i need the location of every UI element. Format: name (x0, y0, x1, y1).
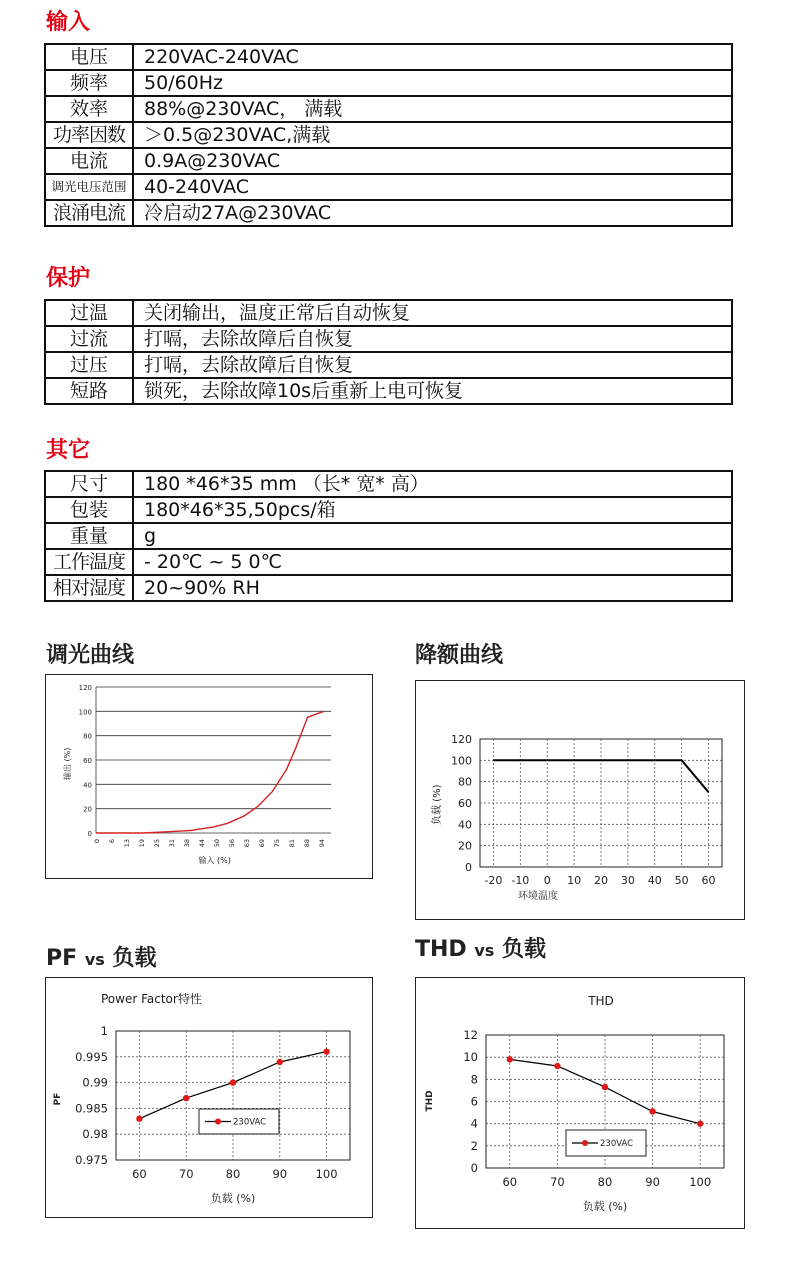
y-axis-label: PF (53, 1092, 63, 1106)
y-tick-label: 20 (458, 839, 472, 853)
y-tick-label: 80 (458, 775, 472, 789)
spec-key: 过流 (45, 326, 133, 352)
y-tick-label: 6 (470, 1094, 478, 1109)
x-axis-label: 环境温度 (518, 891, 558, 902)
thd-title-vs: vs (474, 941, 495, 960)
pf-chart (45, 977, 373, 1218)
x-tick-label: 80 (597, 1175, 613, 1189)
pf-data-point (323, 1048, 329, 1054)
y-tick-label: 4 (470, 1116, 478, 1131)
legend-label: 230VAC (600, 1139, 634, 1149)
x-tick-label: 50 (674, 874, 689, 887)
y-tick-label: 0.98 (82, 1127, 108, 1142)
y-tick-label: 0 (87, 830, 92, 838)
y-tick-label: 0.99 (82, 1075, 108, 1090)
pf-vs-load-title (46, 946, 156, 973)
x-tick-label: 10 (567, 874, 582, 887)
x-tick-label: 100 (315, 1167, 338, 1181)
dimming-curve-title: 调光曲线 (46, 643, 135, 668)
x-tick-label: 90 (272, 1167, 288, 1181)
spec-key: 短路 (45, 378, 133, 404)
y-tick-label: 60 (83, 757, 92, 765)
pf-title-load: 负载 (112, 946, 157, 971)
pf-data-point (183, 1095, 189, 1101)
x-tick-label: 0 (543, 874, 551, 887)
x-tick-label: 25 (153, 839, 161, 848)
dimming-chart-svg (46, 675, 372, 878)
spec-key: 工作温度 (45, 549, 133, 575)
legend-label: 230VAC (233, 1117, 267, 1128)
table-row (45, 378, 732, 404)
x-tick-label: 94 (318, 839, 326, 848)
y-tick-label: 0.975 (75, 1153, 108, 1167)
table-row (45, 96, 732, 122)
y-tick-label: 80 (83, 732, 92, 741)
x-tick-label: 20 (594, 874, 608, 887)
table-row (45, 174, 732, 200)
spec-key: 电压 (45, 44, 133, 70)
y-tick-label: 2 (470, 1138, 478, 1153)
thd-data-point (554, 1063, 560, 1069)
thd-title-load: 负载 (501, 937, 546, 962)
thd-data-point (649, 1108, 655, 1114)
y-tick-label: 1 (100, 1024, 108, 1038)
table-row (45, 352, 732, 378)
y-tick-label: 60 (458, 797, 472, 810)
x-axis-label: 负载 (%) (210, 1192, 256, 1205)
section-title-protection: 保护 (46, 266, 91, 291)
pf-chart-svg (46, 978, 372, 1217)
y-axis-label: 输出 (%) (63, 747, 72, 780)
legend-marker (215, 1119, 221, 1125)
other-spec-table (44, 470, 733, 602)
y-tick-label: 120 (451, 733, 472, 746)
x-tick-label: 88 (303, 839, 311, 848)
y-tick-label: 40 (83, 781, 92, 790)
y-tick-label: 100 (451, 754, 472, 768)
spec-key: 重量 (45, 523, 133, 549)
spec-value: 打嗝，去除故障后自恢复 (133, 326, 732, 352)
x-tick-label: 30 (620, 874, 635, 887)
spec-value: 220VAC-240VAC (133, 44, 732, 70)
legend-marker (582, 1140, 588, 1146)
spec-key: 频率 (45, 70, 133, 96)
spec-value: 180*46*35,50pcs/箱 (133, 497, 732, 523)
y-tick-label: 8 (470, 1072, 478, 1087)
x-tick-label: 69 (258, 839, 266, 848)
table-row (45, 200, 732, 226)
derating-chart-svg (416, 681, 744, 919)
spec-value: - 20℃ ~ 5 0℃ (133, 549, 732, 575)
x-tick-label: 60 (701, 874, 716, 887)
table-row (45, 148, 732, 174)
thd-data-point (697, 1120, 703, 1126)
pf-data-point (230, 1079, 236, 1085)
spec-key: 尺寸 (45, 471, 133, 497)
spec-value: 锁死，去除故障10s后重新上电可恢复 (133, 378, 732, 404)
spec-key: 相对湿度 (45, 575, 133, 601)
x-tick-label: 80 (225, 1167, 241, 1181)
dimming-chart (45, 674, 373, 879)
y-tick-label: 120 (78, 684, 92, 692)
thd-vs-load-title (415, 937, 546, 964)
spec-value: 关闭输出，温度正常后自动恢复 (133, 300, 732, 326)
x-tick-label: 70 (178, 1167, 194, 1181)
thd-data-point (507, 1056, 513, 1062)
spec-value: 20~90% RH (133, 575, 732, 601)
x-axis-label: 负载 (%) (582, 1200, 628, 1213)
table-row (45, 575, 732, 601)
spec-key: 浪涌电流 (45, 200, 133, 226)
x-tick-label: 38 (183, 839, 191, 848)
x-tick-label: 63 (243, 839, 251, 848)
y-tick-label: 0 (465, 861, 472, 874)
spec-key: 过压 (45, 352, 133, 378)
thd-chart-inner-title: THD (588, 994, 614, 1008)
spec-value: ＞0.5@230VAC,满载 (133, 122, 732, 148)
pf-data-point (136, 1116, 142, 1122)
x-tick-label: -20 (484, 874, 503, 887)
x-tick-label: 19 (138, 839, 146, 848)
y-tick-label: 0.985 (75, 1101, 108, 1116)
spec-value: 0.9A@230VAC (133, 148, 732, 174)
spec-value: 打嗝，去除故障后自恢复 (133, 352, 732, 378)
table-row (45, 122, 732, 148)
spec-value: 88%@230VAC， 满载 (133, 96, 732, 122)
x-tick-label: -10 (511, 874, 530, 887)
table-row (45, 497, 732, 523)
x-tick-label: 40 (647, 874, 662, 887)
y-axis-label: 负载 (%) (432, 784, 443, 825)
y-tick-label: 0.995 (75, 1049, 108, 1064)
y-tick-label: 40 (458, 818, 472, 832)
x-tick-label: 70 (550, 1175, 565, 1189)
spec-key: 过温 (45, 300, 133, 326)
x-tick-label: 44 (198, 839, 206, 848)
table-row (45, 70, 732, 96)
thd-title-main: THD (415, 937, 467, 962)
x-tick-label: 50 (213, 839, 221, 848)
table-row (45, 326, 732, 352)
x-tick-label: 100 (689, 1175, 712, 1189)
pf-title-main: PF (46, 946, 78, 971)
spec-key: 功率因数 (45, 122, 133, 148)
x-tick-label: 31 (168, 839, 176, 848)
y-tick-label: 100 (78, 708, 92, 717)
table-row (45, 44, 732, 70)
spec-value: 40-240VAC (133, 174, 732, 200)
spec-value: 冷启动27A@230VAC (133, 200, 732, 226)
y-tick-label: 12 (463, 1028, 478, 1042)
protection-spec-table (44, 299, 733, 405)
table-row (45, 523, 732, 549)
table-row (45, 300, 732, 326)
section-title-other: 其它 (46, 438, 91, 463)
thd-chart (415, 977, 745, 1229)
x-tick-label: 0 (93, 839, 101, 844)
x-tick-label: 13 (123, 839, 131, 848)
x-tick-label: 90 (645, 1175, 660, 1189)
thd-chart-svg (416, 978, 744, 1228)
table-row (45, 471, 732, 497)
y-tick-label: 0 (470, 1161, 478, 1175)
pf-chart-inner-title: Power Factor特性 (101, 992, 202, 1006)
y-axis-label: THD (425, 1090, 435, 1112)
spec-key: 电流 (45, 148, 133, 174)
spec-value: g (133, 523, 732, 549)
table-row (45, 549, 732, 575)
x-axis-label: 输入 (%) (198, 856, 231, 865)
spec-key: 调光电压范围 (45, 174, 133, 200)
dimming-series-line (96, 711, 324, 833)
y-tick-label: 10 (463, 1050, 478, 1065)
x-tick-label: 81 (288, 839, 296, 848)
x-tick-label: 75 (273, 839, 281, 848)
spec-key: 包装 (45, 497, 133, 523)
derating-chart (415, 680, 745, 920)
spec-value: 50/60Hz (133, 70, 732, 96)
x-tick-label: 56 (228, 839, 236, 848)
spec-value: 180 *46*35 mm （长* 宽* 高） (133, 471, 732, 497)
section-title-input: 输入 (46, 10, 91, 35)
spec-key: 效率 (45, 96, 133, 122)
thd-data-point (602, 1084, 608, 1090)
pf-title-vs: vs (84, 950, 105, 969)
x-tick-label: 60 (132, 1167, 147, 1181)
x-tick-label: 6 (108, 839, 116, 844)
x-tick-label: 60 (502, 1175, 518, 1189)
derating-curve-title: 降额曲线 (415, 643, 504, 668)
y-tick-label: 20 (83, 805, 92, 814)
pf-data-point (277, 1059, 283, 1065)
input-spec-table (44, 43, 733, 227)
